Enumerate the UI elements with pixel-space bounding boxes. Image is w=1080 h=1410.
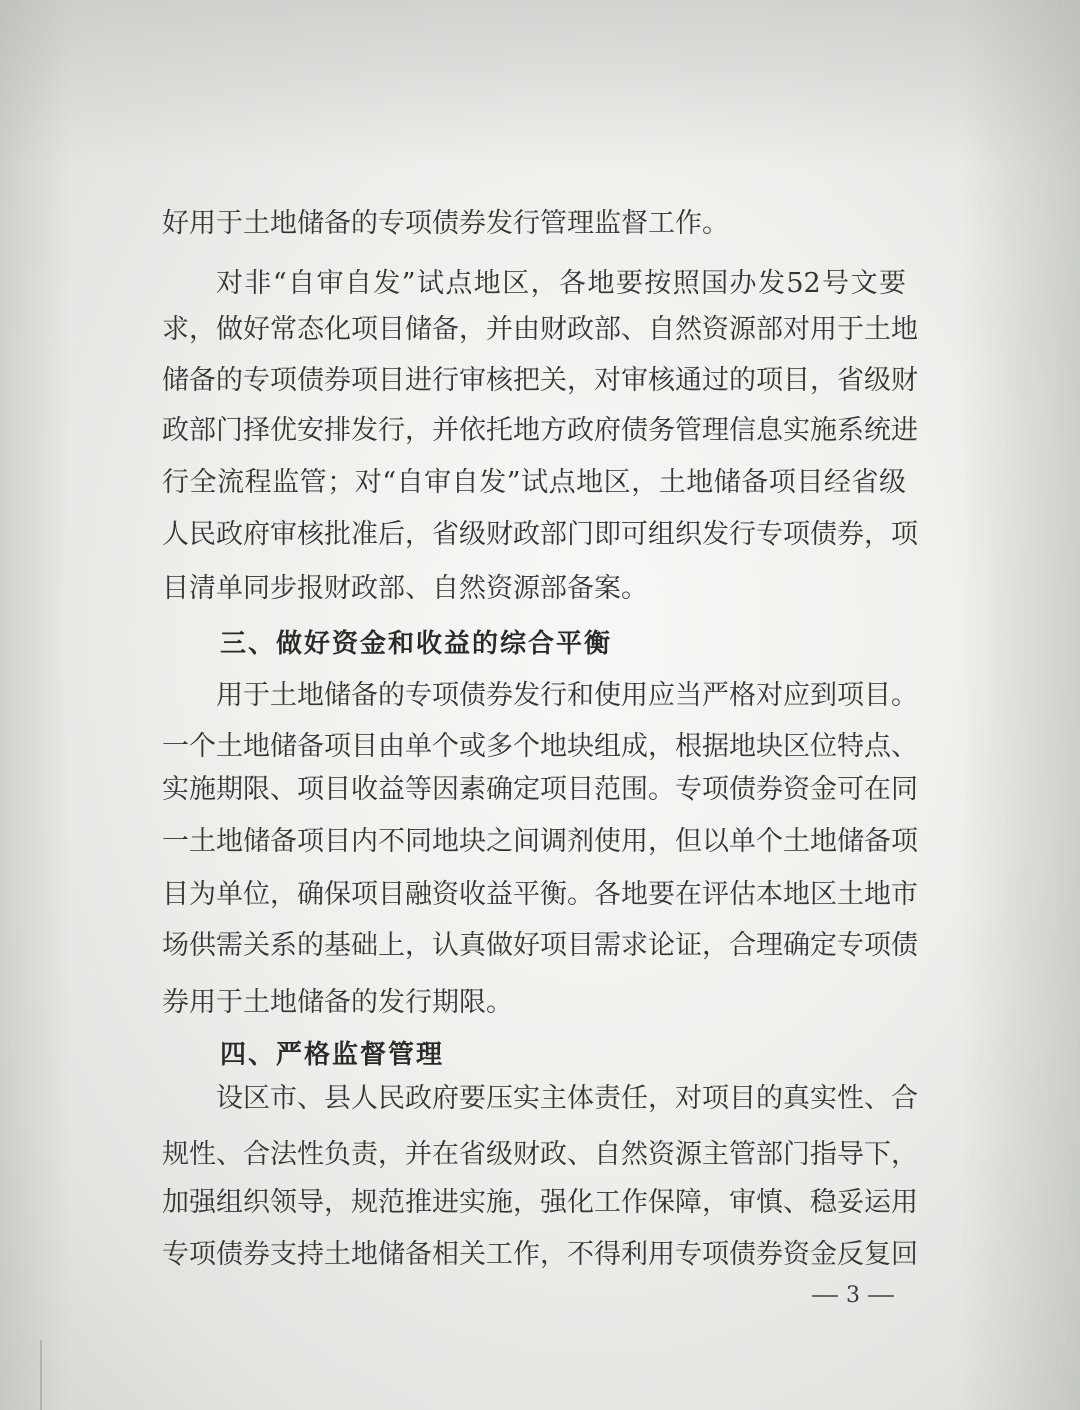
page-number-dash-left	[812, 1295, 838, 1297]
text-line: 求，做好常态化项目储备，并由财政部、自然资源部对用于土地	[162, 314, 918, 345]
section-heading-4: 四、严格监督管理	[220, 1040, 445, 1070]
section-heading-3: 三、做好资金和收益的综合平衡	[220, 629, 613, 659]
text-line: 好用于土地储备的专项债券发行管理监督工作。	[162, 208, 729, 239]
text-line: 人民政府审核批准后，省级财政部门即可组织发行专项债券，项	[162, 519, 918, 550]
text-line: 行全流程监管；对“自审自发”试点地区，土地储备项目经省级	[162, 467, 906, 498]
page-shadow-top	[0, 0, 1080, 170]
text-line: 场供需关系的基础上，认真做好项目需求论证，合理确定专项债	[162, 930, 918, 961]
text-line: 政部门择优安排发行，并依托地方政府债务管理信息实施系统进	[162, 415, 918, 446]
text-line: 一土地储备项目内不同地块之间调剂使用，但以单个土地储备项	[162, 826, 918, 857]
page-number-value: 3	[846, 1283, 860, 1308]
paragraph-first-line: 设区市、县人民政府要压实主体责任，对项目的真实性、合	[216, 1083, 918, 1114]
page-number	[804, 1282, 902, 1310]
text-line: 加强组织领导，规范推进实施，强化工作保障，审慎、稳妥运用	[162, 1187, 918, 1218]
text-line: 目清单同步报财政部、自然资源部备案。	[162, 573, 648, 604]
text-line: 一个土地储备项目由单个或多个地块组成，根据地块区位特点、	[162, 731, 918, 762]
text-line: 专项债券支持土地储备相关工作，不得利用专项债券资金反复回	[162, 1239, 918, 1270]
page-shadow-right	[960, 0, 1080, 1410]
page-number-dash-right	[868, 1295, 894, 1297]
text-line: 实施期限、项目收益等因素确定项目范围。专项债券资金可在同	[162, 774, 918, 805]
paragraph-first-line: 对非“自审自发”试点地区，各地要按照国办发52号文要	[216, 268, 906, 299]
text-line: 券用于土地储备的发行期限。	[162, 987, 513, 1018]
paper-edge-line	[40, 1340, 42, 1410]
paragraph-first-line: 用于土地储备的专项债券发行和使用应当严格对应到项目。	[216, 680, 918, 711]
text-line: 规性、合法性负责，并在省级财政、自然资源主管部门指导下，	[162, 1139, 918, 1170]
text-line: 储备的专项债券项目进行审核把关，对审核通过的项目，省级财	[162, 365, 918, 396]
page-shadow-left	[0, 0, 70, 1410]
text-line: 目为单位，确保项目融资收益平衡。各地要在评估本地区土地市	[162, 879, 918, 910]
